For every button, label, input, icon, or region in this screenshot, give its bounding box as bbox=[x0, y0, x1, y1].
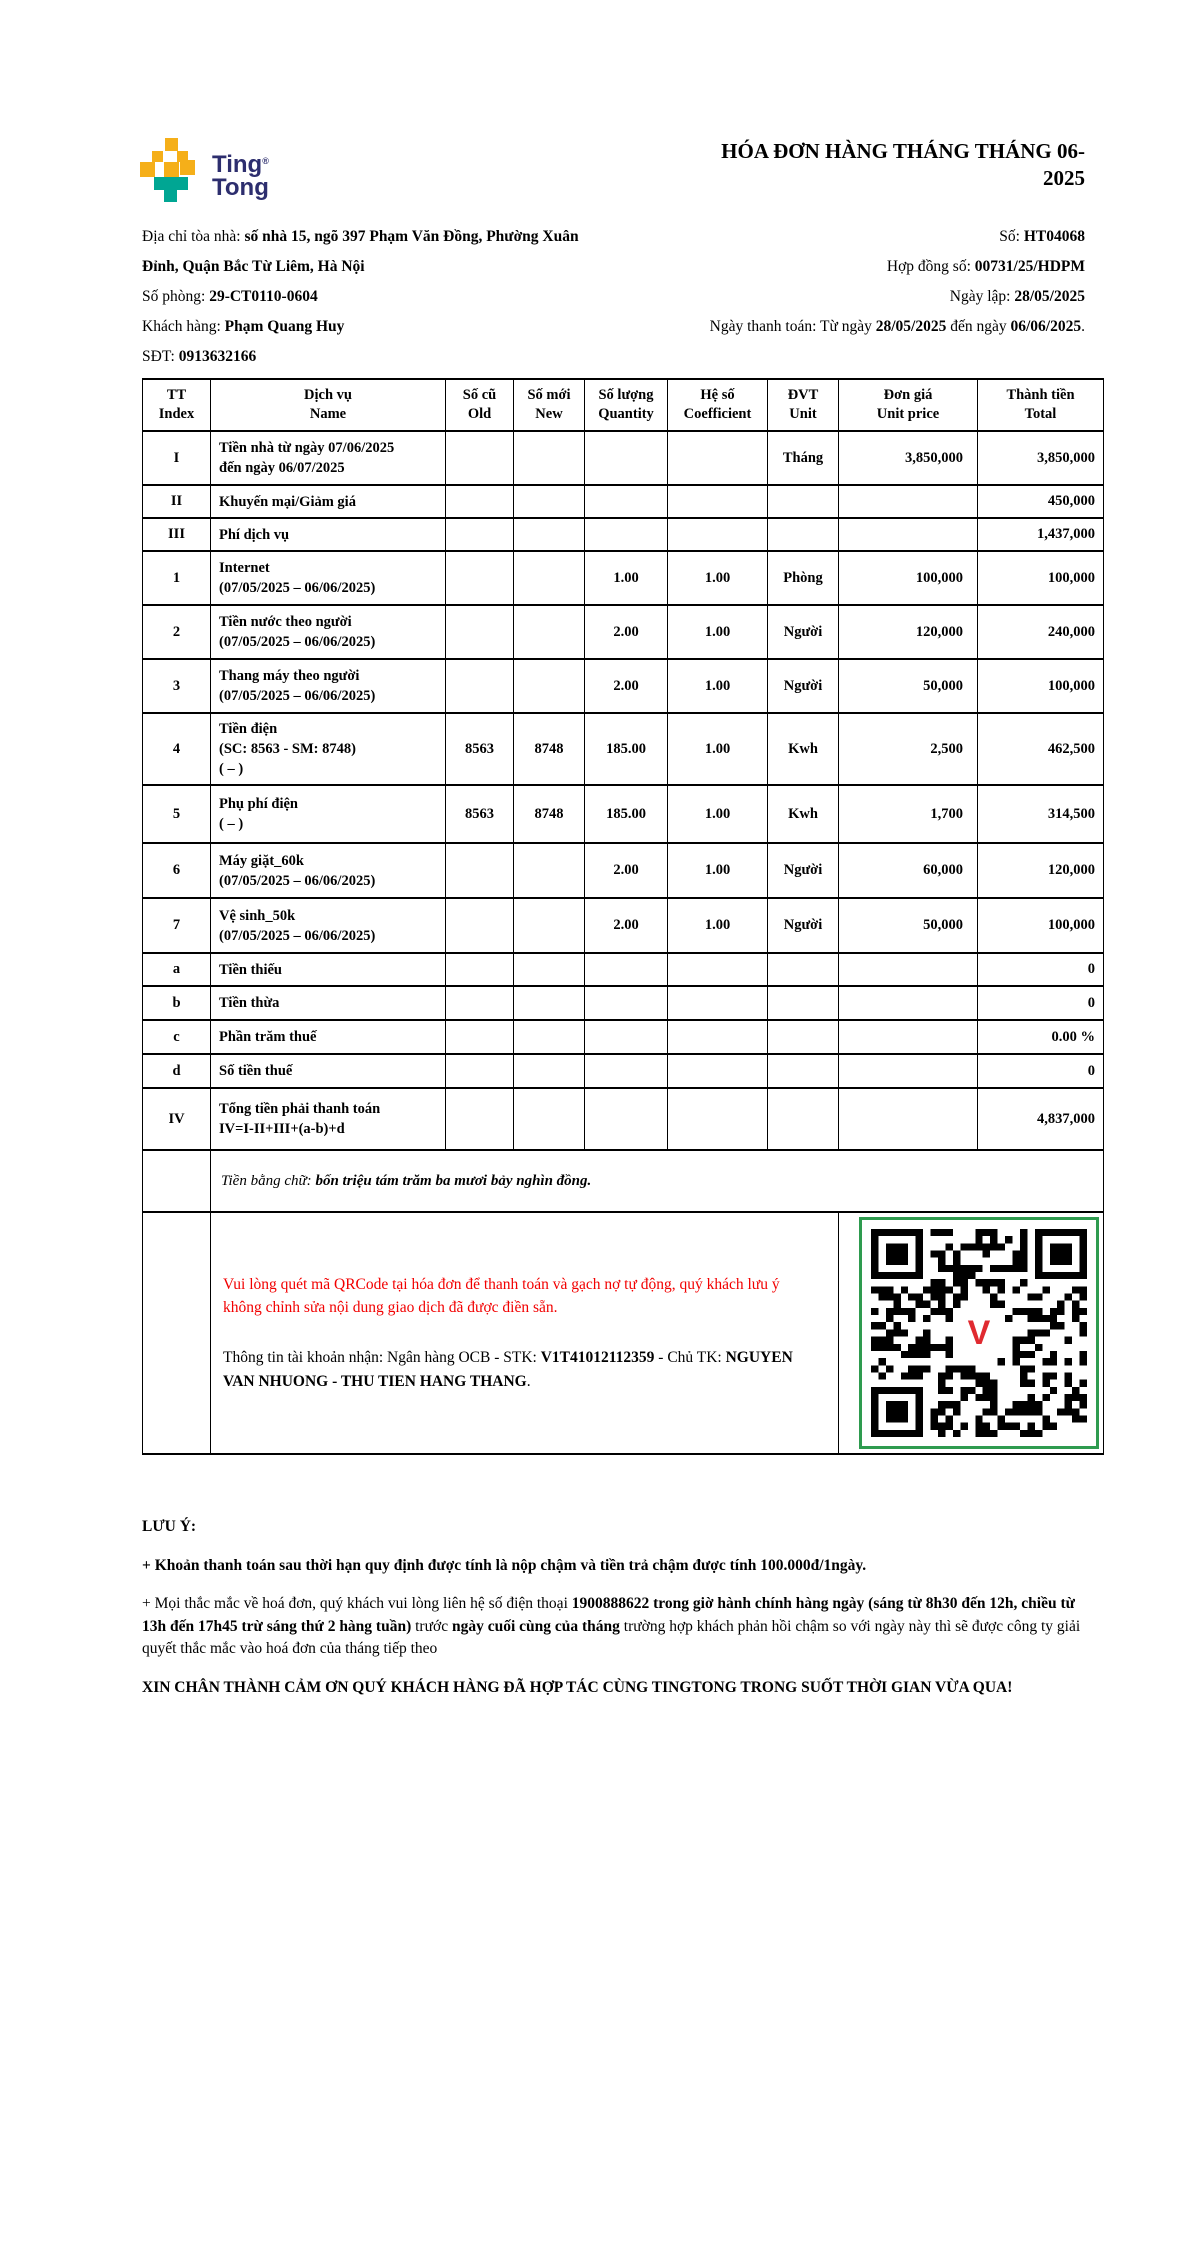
cell-tt: c bbox=[143, 1020, 211, 1054]
cell-coef bbox=[668, 1054, 768, 1088]
table-row bbox=[143, 713, 1104, 785]
tingtong-logo bbox=[140, 138, 269, 203]
cell-unit: Người bbox=[768, 605, 839, 659]
cell-name: Số tiền thuế bbox=[211, 1054, 446, 1088]
cell-unit bbox=[768, 518, 839, 551]
cell-old bbox=[446, 431, 514, 485]
cell-coef: 1.00 bbox=[668, 785, 768, 843]
cell-total: 100,000 bbox=[978, 659, 1104, 713]
column-header: Thành tiền Total bbox=[978, 379, 1104, 431]
cell-price bbox=[839, 1020, 978, 1054]
cell-total: 4,837,000 bbox=[978, 1088, 1104, 1150]
cell-name: Vệ sinh_50k (07/05/2025 – 06/06/2025) bbox=[211, 898, 446, 953]
cell-old bbox=[446, 843, 514, 898]
cell-unit bbox=[768, 953, 839, 986]
table-row bbox=[143, 1088, 1104, 1150]
column-header: Số mới New bbox=[514, 379, 585, 431]
cell-tt: 1 bbox=[143, 551, 211, 605]
cell-qty bbox=[585, 485, 668, 518]
thank-you-note: XIN CHÂN THÀNH CẢM ƠN QUÝ KHÁCH HÀNG ĐÃ HỢP TÁC CÙNG TINGTONG TRONG SUỐT THỜI GIAN VỪA QUA! bbox=[142, 1678, 1013, 1696]
cell-price bbox=[839, 518, 978, 551]
table-row bbox=[143, 431, 1104, 485]
cell-coef bbox=[668, 518, 768, 551]
invoice-table-wrap bbox=[142, 378, 1103, 1455]
cell-new bbox=[514, 986, 585, 1020]
cell-price: 1,700 bbox=[839, 785, 978, 843]
cell-old: 8563 bbox=[446, 713, 514, 785]
late-payment-note: + Khoản thanh toán sau thời hạn quy định được tính là nộp chậm và tiền trả chậm được tính 100.000đ/1ngày. bbox=[142, 1556, 867, 1574]
cell-tt: 2 bbox=[143, 605, 211, 659]
cell-new bbox=[514, 551, 585, 605]
cell-coef: 1.00 bbox=[668, 659, 768, 713]
cell-price: 50,000 bbox=[839, 898, 978, 953]
cell-tt: 3 bbox=[143, 659, 211, 713]
cell-coef: 1.00 bbox=[668, 898, 768, 953]
cell-total: 314,500 bbox=[978, 785, 1104, 843]
cell-tt: III bbox=[143, 518, 211, 551]
notes-heading: LƯU Ý: bbox=[142, 1518, 197, 1535]
bank-account-text: Thông tin tài khoản nhận: Ngân hàng OCB - STK: V1T41012112359 - Chủ TK: NGUYEN VAN NHUONG - THU TIEN HANG THANG. bbox=[223, 1348, 793, 1390]
invoice-number: Số: HT04068 bbox=[999, 228, 1085, 245]
qr-code-cell bbox=[839, 1212, 1104, 1454]
customer-name: Khách hàng: Phạm Quang Huy bbox=[142, 318, 345, 335]
cell-name: Máy giặt_60k (07/05/2025 – 06/06/2025) bbox=[211, 843, 446, 898]
issue-date: Ngày lập: 28/05/2025 bbox=[949, 288, 1085, 305]
invoice-info-right bbox=[612, 222, 1085, 372]
cell-total: 0 bbox=[978, 986, 1104, 1020]
cell-qty bbox=[585, 953, 668, 986]
cell-new: 8748 bbox=[514, 785, 585, 843]
column-header: Số lượng Quantity bbox=[585, 379, 668, 431]
cell-price: 60,000 bbox=[839, 843, 978, 898]
building-address: Địa chỉ tòa nhà: số nhà 15, ngõ 397 Phạm Văn Đồng, Phường Xuân Đỉnh, Quận Bắc Từ Liêm, Hà Nội bbox=[142, 228, 579, 275]
cell-coef bbox=[668, 953, 768, 986]
cell-name: Tiền nước theo người (07/05/2025 – 06/06/2025) bbox=[211, 605, 446, 659]
cell-coef bbox=[668, 431, 768, 485]
cell-old bbox=[446, 518, 514, 551]
invoice-info-left bbox=[142, 222, 612, 372]
table-row bbox=[143, 551, 1104, 605]
cell-tt: II bbox=[143, 485, 211, 518]
cell-tt: 6 bbox=[143, 843, 211, 898]
cell-old bbox=[446, 605, 514, 659]
column-header: Đơn giá Unit price bbox=[839, 379, 978, 431]
table-row bbox=[143, 1020, 1104, 1054]
cell-old bbox=[446, 659, 514, 713]
column-header: TT Index bbox=[143, 379, 211, 431]
cell-total: 0.00 % bbox=[978, 1020, 1104, 1054]
cell-name: Tiền điện (SC: 8563 - SM: 8748) ( – ) bbox=[211, 713, 446, 785]
cell-total: 100,000 bbox=[978, 898, 1104, 953]
cell-price: 50,000 bbox=[839, 659, 978, 713]
cell-old bbox=[446, 1088, 514, 1150]
cell-price bbox=[839, 1054, 978, 1088]
table-row bbox=[143, 485, 1104, 518]
cell-qty bbox=[585, 1020, 668, 1054]
column-header: Dịch vụ Name bbox=[211, 379, 446, 431]
table-row bbox=[143, 605, 1104, 659]
cell-unit bbox=[768, 1054, 839, 1088]
cell-new bbox=[514, 898, 585, 953]
cell-unit bbox=[768, 986, 839, 1020]
cell-qty bbox=[585, 1054, 668, 1088]
cell-coef bbox=[668, 986, 768, 1020]
cell-unit bbox=[768, 485, 839, 518]
cell-tt: IV bbox=[143, 1088, 211, 1150]
cell-new bbox=[514, 843, 585, 898]
cell-tt: d bbox=[143, 1054, 211, 1088]
cell-coef bbox=[668, 485, 768, 518]
cell-empty bbox=[143, 1212, 211, 1454]
column-header: Hệ số Coefficient bbox=[668, 379, 768, 431]
cell-qty bbox=[585, 986, 668, 1020]
cell-total: 3,850,000 bbox=[978, 431, 1104, 485]
cell-name: Internet (07/05/2025 – 06/06/2025) bbox=[211, 551, 446, 605]
cell-coef bbox=[668, 1020, 768, 1054]
qr-warning-text: Vui lòng quét mã QRCode tại hóa đơn để thanh toán và gạch nợ tự động, quý khách lưu ý không chỉnh sửa nội dung giao dịch đã được điền sẵn. bbox=[223, 1275, 780, 1316]
table-row bbox=[143, 659, 1104, 713]
cell-price bbox=[839, 986, 978, 1020]
page-title: HÓA ĐƠN HÀNG THÁNG THÁNG 06- 2025 bbox=[721, 139, 1085, 190]
cell-old bbox=[446, 1054, 514, 1088]
cell-new bbox=[514, 1088, 585, 1150]
cell-qty: 2.00 bbox=[585, 843, 668, 898]
cell-total: 450,000 bbox=[978, 485, 1104, 518]
cell-name: Tiền nhà từ ngày 07/06/2025 đến ngày 06/07/2025 bbox=[211, 431, 446, 485]
cell-qty bbox=[585, 518, 668, 551]
cell-old bbox=[446, 485, 514, 518]
contract-number: Hợp đồng số: 00731/25/HDPM bbox=[886, 258, 1085, 275]
qr-code bbox=[859, 1217, 1099, 1449]
cell-unit: Kwh bbox=[768, 713, 839, 785]
cell-old bbox=[446, 1020, 514, 1054]
cell-qty: 185.00 bbox=[585, 785, 668, 843]
table-row bbox=[143, 843, 1104, 898]
cell-price: 2,500 bbox=[839, 713, 978, 785]
page-header bbox=[140, 138, 1085, 203]
cell-new bbox=[514, 518, 585, 551]
cell-coef bbox=[668, 1088, 768, 1150]
phone-number: SĐT: 0913632166 bbox=[142, 348, 257, 365]
cell-name: Phần trăm thuế bbox=[211, 1020, 446, 1054]
cell-unit: Người bbox=[768, 843, 839, 898]
qr-section-row bbox=[143, 1212, 1104, 1454]
cell-qty bbox=[585, 431, 668, 485]
column-header: ĐVT Unit bbox=[768, 379, 839, 431]
cell-price bbox=[839, 1088, 978, 1150]
cell-total: 100,000 bbox=[978, 551, 1104, 605]
table-row bbox=[143, 785, 1104, 843]
cell-name: Phụ phí điện ( – ) bbox=[211, 785, 446, 843]
cell-unit: Người bbox=[768, 659, 839, 713]
cell-name: Thang máy theo người (07/05/2025 – 06/06/2025) bbox=[211, 659, 446, 713]
column-header: Số cũ Old bbox=[446, 379, 514, 431]
cell-price: 100,000 bbox=[839, 551, 978, 605]
amount-in-words: Tiền bằng chữ: bốn triệu tám trăm ba mươi bảy nghìn đồng. bbox=[211, 1150, 1104, 1212]
cell-new: 8748 bbox=[514, 713, 585, 785]
hotline-note: + Mọi thắc mắc về hoá đơn, quý khách vui lòng liên hệ số điện thoại 1900888622 trong giờ hành chính hàng ngày (sáng từ 8h30 đến 12h, chiều từ 13h đến 17h45 trừ sáng thứ 2 hàng tuần) trước ngày cuối cùng của tháng trường hợp khách phản hồi chậm so với ngày này thì sẽ được công ty giải quyết thắc mắc vào hoá đơn của tháng tiếp theo bbox=[142, 1595, 1081, 1657]
table-row bbox=[143, 518, 1104, 551]
cell-qty: 185.00 bbox=[585, 713, 668, 785]
cell-price: 120,000 bbox=[839, 605, 978, 659]
qr-instructions bbox=[211, 1212, 839, 1454]
qr-center-logo: V bbox=[959, 1312, 999, 1354]
cell-unit bbox=[768, 1088, 839, 1150]
cell-name: Phí dịch vụ bbox=[211, 518, 446, 551]
cell-total: 240,000 bbox=[978, 605, 1104, 659]
cell-qty: 2.00 bbox=[585, 605, 668, 659]
cell-price bbox=[839, 485, 978, 518]
cell-qty: 2.00 bbox=[585, 659, 668, 713]
cell-name: Tổng tiền phải thanh toán IV=I-II+III+(a-b)+d bbox=[211, 1088, 446, 1150]
cell-unit: Kwh bbox=[768, 785, 839, 843]
cell-old bbox=[446, 953, 514, 986]
cell-name: Khuyến mại/Giảm giá bbox=[211, 485, 446, 518]
table-row bbox=[143, 953, 1104, 986]
cell-coef: 1.00 bbox=[668, 551, 768, 605]
cell-tt: I bbox=[143, 431, 211, 485]
cell-unit: Tháng bbox=[768, 431, 839, 485]
table-header-row bbox=[143, 379, 1104, 431]
cell-qty bbox=[585, 1088, 668, 1150]
cell-old bbox=[446, 551, 514, 605]
cell-new bbox=[514, 485, 585, 518]
table-row bbox=[143, 986, 1104, 1020]
footer-notes bbox=[142, 1516, 1088, 1715]
cell-total: 462,500 bbox=[978, 713, 1104, 785]
cell-total: 0 bbox=[978, 1054, 1104, 1088]
invoice-info bbox=[142, 222, 1085, 372]
cell-tt: b bbox=[143, 986, 211, 1020]
amount-in-words-row bbox=[143, 1150, 1104, 1212]
tingtong-logo-icon bbox=[140, 138, 198, 203]
cell-new bbox=[514, 1054, 585, 1088]
cell-qty: 1.00 bbox=[585, 551, 668, 605]
cell-name: Tiền thiếu bbox=[211, 953, 446, 986]
payment-period: Ngày thanh toán: Từ ngày 28/05/2025 đến ngày 06/06/2025. bbox=[709, 318, 1085, 335]
cell-unit bbox=[768, 1020, 839, 1054]
cell-qty: 2.00 bbox=[585, 898, 668, 953]
cell-new bbox=[514, 605, 585, 659]
cell-old bbox=[446, 986, 514, 1020]
cell-tt: 4 bbox=[143, 713, 211, 785]
tingtong-logo-text: Ting® Tong bbox=[212, 151, 269, 201]
cell-coef: 1.00 bbox=[668, 605, 768, 659]
cell-total: 120,000 bbox=[978, 843, 1104, 898]
cell-price: 3,850,000 bbox=[839, 431, 978, 485]
cell-new bbox=[514, 953, 585, 986]
room-number: Số phòng: 29-CT0110-0604 bbox=[142, 288, 318, 305]
cell-old: 8563 bbox=[446, 785, 514, 843]
cell-unit: Người bbox=[768, 898, 839, 953]
cell-tt: a bbox=[143, 953, 211, 986]
cell-new bbox=[514, 431, 585, 485]
cell-tt: 5 bbox=[143, 785, 211, 843]
cell-new bbox=[514, 1020, 585, 1054]
cell-unit: Phòng bbox=[768, 551, 839, 605]
cell-old bbox=[446, 898, 514, 953]
invoice-table bbox=[142, 378, 1104, 1455]
cell-empty bbox=[143, 1150, 211, 1212]
cell-total: 0 bbox=[978, 953, 1104, 986]
cell-new bbox=[514, 659, 585, 713]
table-row bbox=[143, 1054, 1104, 1088]
table-row bbox=[143, 898, 1104, 953]
cell-coef: 1.00 bbox=[668, 843, 768, 898]
cell-total: 1,437,000 bbox=[978, 518, 1104, 551]
cell-tt: 7 bbox=[143, 898, 211, 953]
cell-price bbox=[839, 953, 978, 986]
cell-coef: 1.00 bbox=[668, 713, 768, 785]
cell-name: Tiền thừa bbox=[211, 986, 446, 1020]
